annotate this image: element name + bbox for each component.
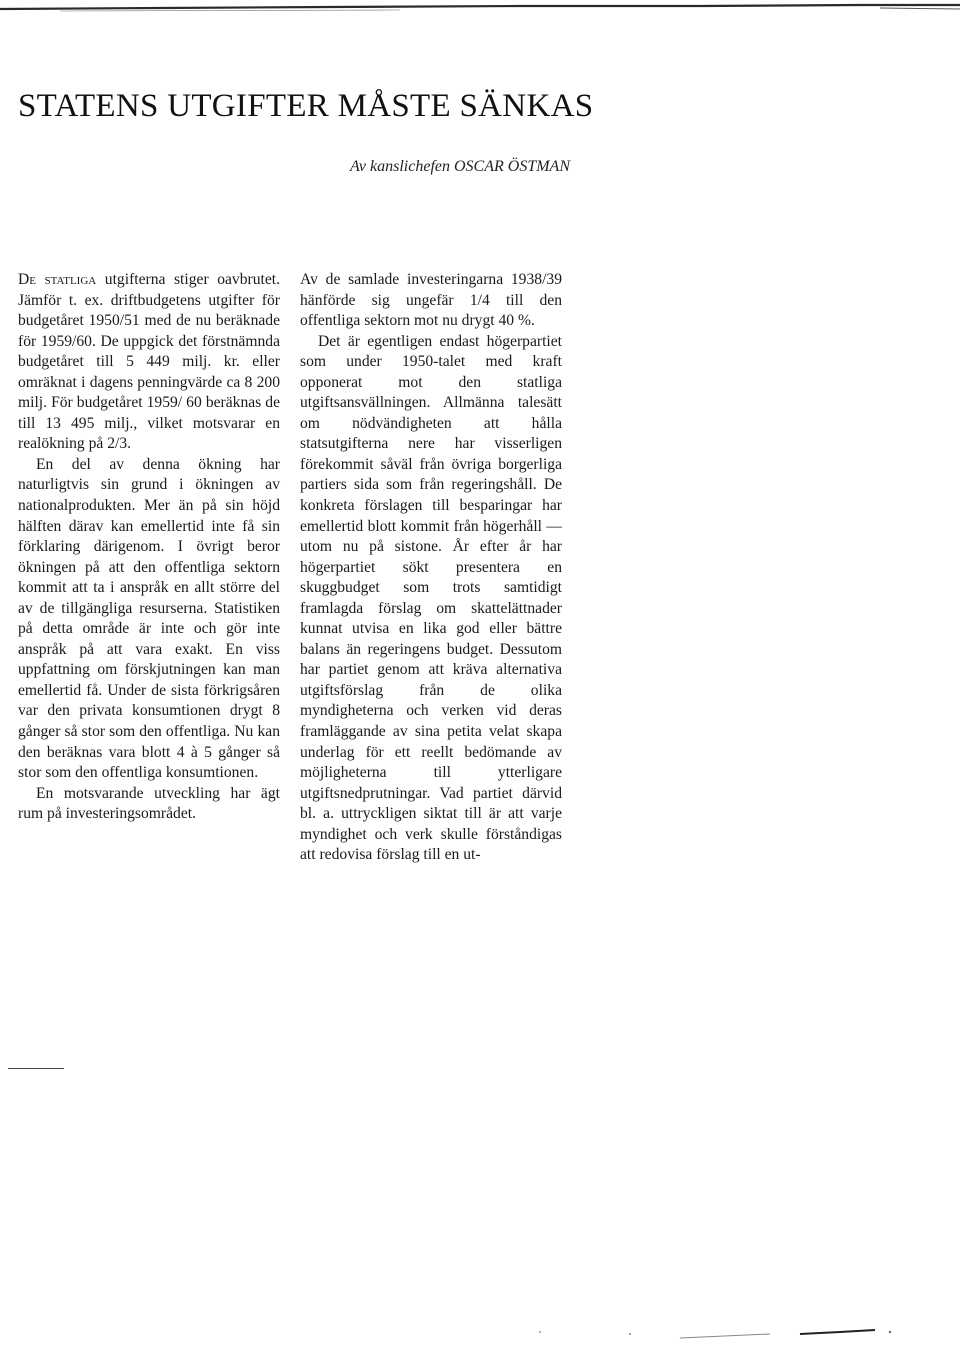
article-byline: Av kanslichefen OSCAR ÖSTMAN xyxy=(350,158,570,175)
right-text-column xyxy=(300,270,562,866)
left-text-column xyxy=(18,270,280,825)
paragraph: Det är egentligen endast högerpartiet som under 1950-talet med kraft opponerat mot den statliga utgiftsansvällningen. Allmänna talesätt om nödvändigheten att hålla statsutgifterna nere har visserligen förekommit såväl från övriga borgerliga partiers sida som från regeringshåll. De konkreta förslagen till besparingar har emellertid blott kommit från högerhåll — utom nu på sistone. År efter år har högerpartiet sökt presentera en skuggbudget som trots samtidigt framlagda förslag om skattelättnader kunnat utvisa en lika god eller bättre balans än regeringens budget. Dessutom har partiet genom att kräva alternativa utgiftsförslag från de olika myndigheterna och verken vid deras framläggande av sina petita velat skapa underlag för ett reellt bedömande av möjligheterna till ytterligare utgiftsnedprutningar. Vad partiet därvid bl. a. uttryckligen siktat till är att varje myndighet och verk skulle förståndigas att redovisa förslag till en ut- xyxy=(300,332,562,864)
paragraph: En del av denna ökning har naturligtvis sin grund i ökningen av nationalprodukten. Mer än på sin höjd hälften därav kan emellertid inte få sin förklaring därigenom. I övrigt beror ökningen på att den offentliga sektorn kommit att ta i anspråk en allt större del av de tillgängliga resurserna. Statistiken på detta område är inte och gör inte anspråk på att vara exakt. En viss uppfattning om förskjutningen kan man emellertid få. Under de sista förkrigsåren var den privata konsumtionen drygt 8 gånger så stor som den offentliga. Nu kan den beräknas vara blott 4 à 5 gånger så stor som den offentliga konsumtionen. xyxy=(18,455,280,782)
paragraph xyxy=(18,270,280,455)
footnote-rule xyxy=(8,1068,64,1069)
article-title: STATENS UTGIFTER MÅSTE SÄNKAS xyxy=(18,88,594,124)
paragraph-text: utgifterna stiger oavbrutet. Jämför t. ex. driftbudgetens utgifter för budgetåret 1950/51 med de nu beräknade för 1959/60. De uppgick det förstnämnda budgetåret till 5 449 milj. kr. eller omräknat i dagens penningvärde ca 8 200 milj. För budgetåret 1959/ 60 beräknas de till 13 495 milj., vilket motsvarar en realökning på 2/3. xyxy=(18,271,280,453)
paragraph: En motsvarande utveckling har ägt rum på investeringsområdet. xyxy=(18,784,280,823)
lead-in: De statliga xyxy=(18,271,97,288)
paragraph: Av de samlade investeringarna 1938/39 hänförde sig ungefär 1/4 till den offentliga sektorn mot nu drygt 40 %. xyxy=(300,271,562,330)
scan-edge-rule xyxy=(0,2,960,12)
scan-artifact xyxy=(300,1310,920,1350)
